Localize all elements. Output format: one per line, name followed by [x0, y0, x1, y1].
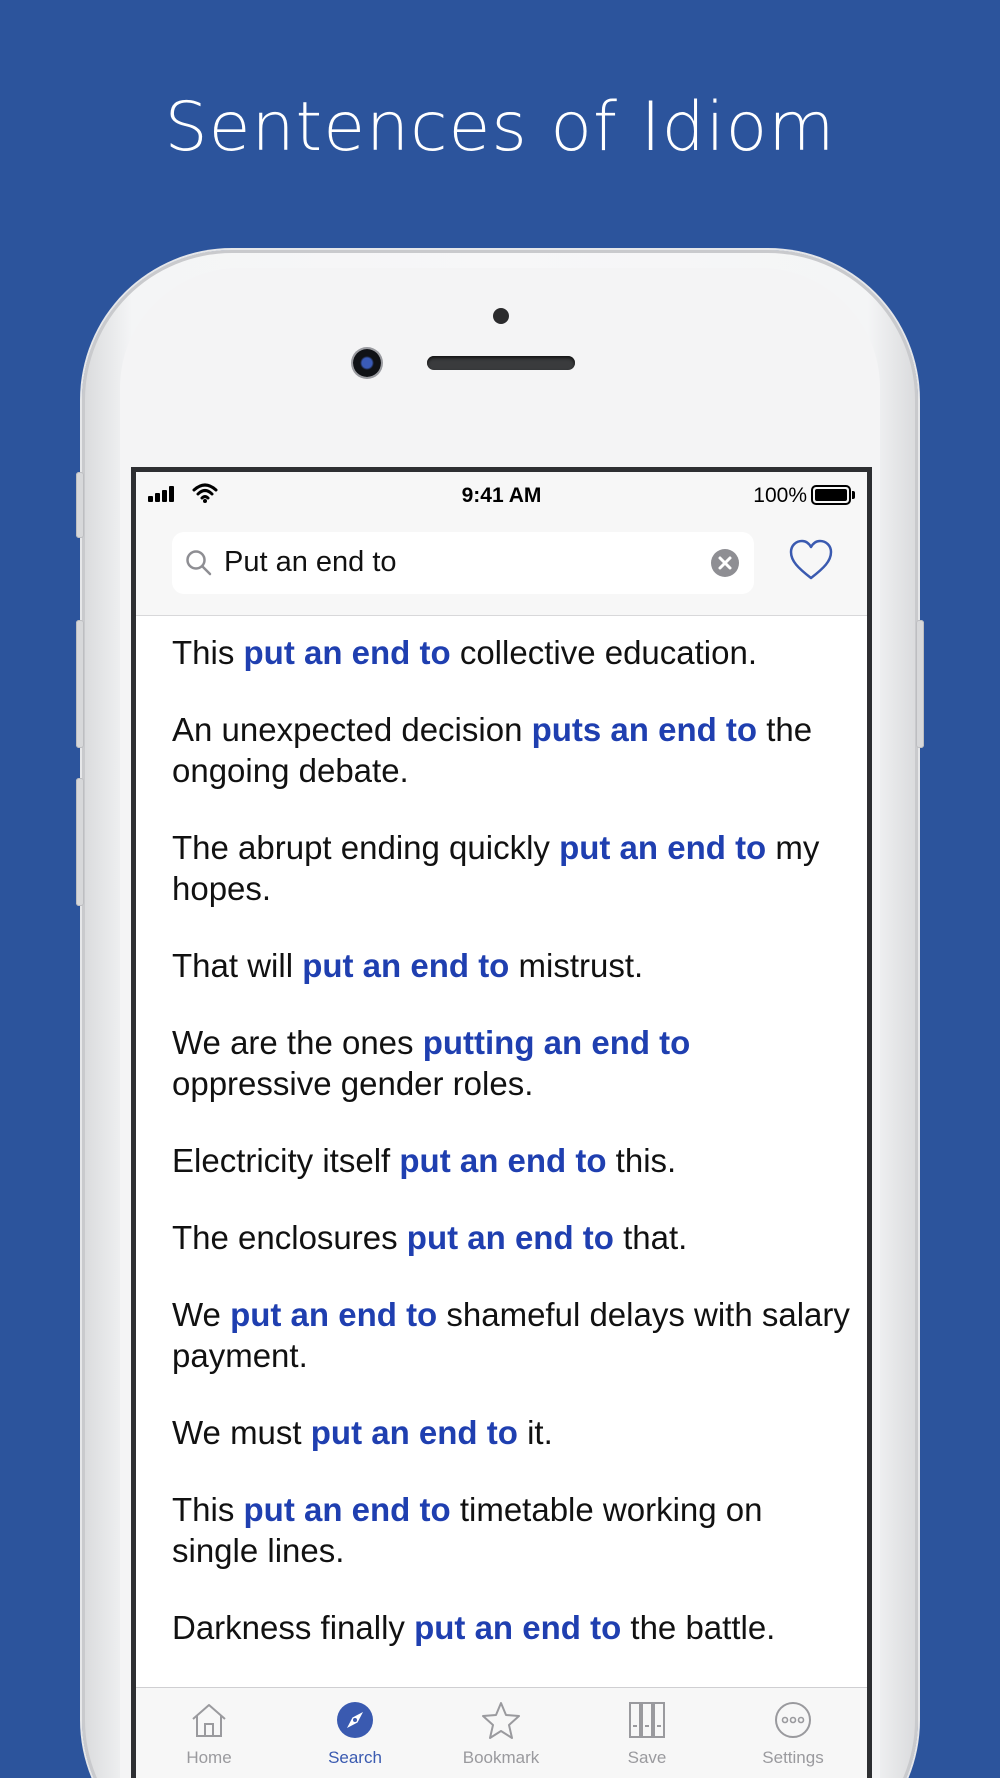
tab-bookmark[interactable]: Bookmark [428, 1688, 574, 1778]
sentence-item[interactable]: The enclosures put an end to that. [172, 1219, 688, 1256]
tab-bar [136, 1687, 867, 1778]
search-icon [184, 548, 214, 578]
volume-down-button [76, 778, 84, 906]
sentence-list [172, 632, 852, 1684]
sentence-item[interactable]: Electricity itself put an end to this. [172, 1142, 677, 1179]
idiom-highlight: put an end to [399, 1142, 607, 1179]
app-screen [131, 467, 872, 1778]
volume-up-button [76, 620, 84, 748]
idiom-highlight: put an end to [406, 1219, 614, 1256]
idiom-highlight: put an end to [310, 1414, 518, 1451]
compass-icon [334, 1700, 376, 1740]
search-bar [136, 516, 867, 616]
search-input[interactable] [172, 532, 754, 594]
idiom-highlight: putting an end to [422, 1024, 691, 1061]
idiom-highlight: put an end to [414, 1609, 622, 1646]
sentence-item[interactable]: Darkness finally put an end to the battle. [172, 1609, 776, 1646]
sentence-item[interactable]: This put an end to collective education. [172, 634, 758, 671]
idiom-highlight: put an end to [243, 1491, 451, 1528]
headline: Sentences of Idiom [164, 88, 836, 167]
star-icon [480, 1700, 522, 1740]
front-camera [353, 349, 381, 377]
heart-icon[interactable] [788, 538, 834, 582]
idiom-highlight: put an end to [302, 947, 510, 984]
sentence-item[interactable]: We are the ones putting an end to oppressive gender roles. [172, 1024, 691, 1102]
home-icon [188, 1700, 230, 1740]
sentence-item[interactable]: An unexpected decision puts an end to the ongoing debate. [172, 711, 813, 789]
idiom-highlight: put an end to [230, 1296, 438, 1333]
more-icon [772, 1700, 814, 1740]
power-button [916, 620, 924, 748]
status-time: 9:41 AM [461, 484, 542, 507]
earpiece-speaker [427, 356, 575, 370]
idiom-highlight: puts an end to [531, 711, 758, 748]
battery-percent: 100% [753, 484, 807, 507]
status-bar [136, 472, 867, 516]
battery-icon [811, 485, 855, 505]
sentence-item[interactable]: We put an end to shameful delays with salary payment. [172, 1296, 850, 1374]
books-icon [626, 1700, 668, 1740]
idiom-highlight: put an end to [559, 829, 767, 866]
clear-search-icon[interactable] [710, 548, 740, 578]
mute-switch [76, 472, 84, 538]
idiom-highlight: put an end to [243, 634, 451, 671]
sentence-item[interactable]: The abrupt ending quickly put an end to my hopes. [172, 829, 820, 907]
search-query: Put an end to [224, 546, 397, 578]
tab-settings[interactable]: Settings [720, 1688, 866, 1778]
tab-search[interactable]: Search [282, 1688, 428, 1778]
tab-home[interactable]: Home [136, 1688, 282, 1778]
sentence-item[interactable]: That will put an end to mistrust. [172, 947, 644, 984]
sentence-item[interactable]: We must put an end to it. [172, 1414, 553, 1451]
tab-save[interactable]: Save [574, 1688, 720, 1778]
sentence-item[interactable]: This put an end to timetable working on single lines. [172, 1491, 763, 1569]
proximity-sensor [493, 308, 509, 324]
